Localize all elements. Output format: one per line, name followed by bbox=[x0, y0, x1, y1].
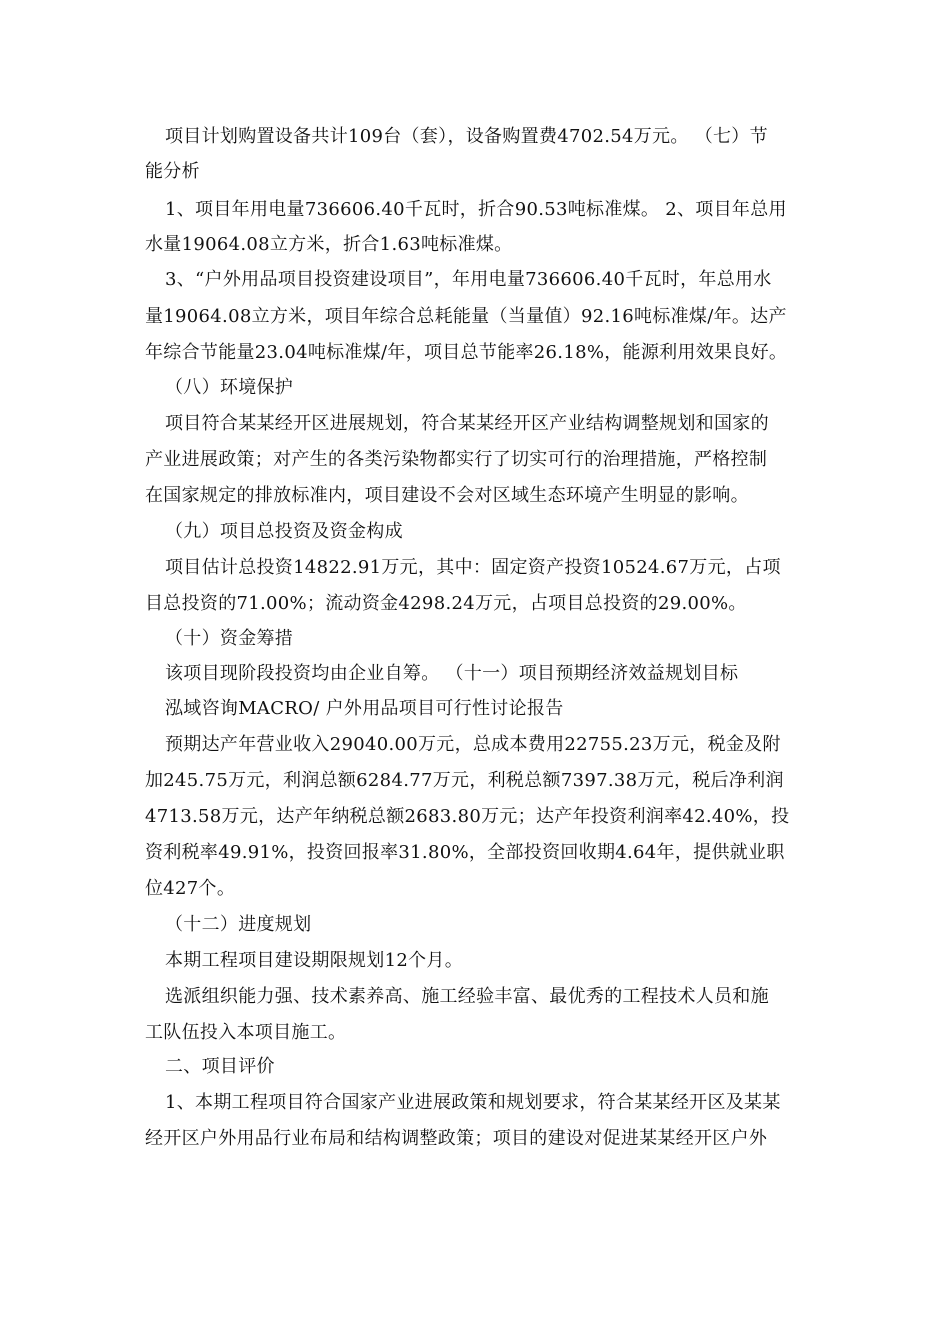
page-header-text: 泓域咨询MACRO/ 户外用品项目可行性讨论报告 bbox=[165, 698, 564, 719]
text-line: 量19064.08立方米，项目年综合总耗能量（当量值）92.16吨标准煤/年。达产 bbox=[145, 306, 787, 327]
text-line: 选派组织能力强、技术素养高、施工经验丰富、最优秀的工程技术人员和施 bbox=[165, 986, 769, 1007]
text-line: 项目符合某某经开区进展规划，符合某某经开区产业结构调整规划和国家的 bbox=[165, 413, 769, 434]
text-line: 项目计划购置设备共计109台（套），设备购置费4702.54万元。 （七）节 bbox=[165, 126, 768, 147]
text-line: 项目估计总投资14822.91万元，其中：固定资产投资10524.67万元，占项 bbox=[165, 557, 781, 578]
section-heading: （八）环境保护 bbox=[165, 377, 294, 398]
text-line: 本期工程项目建设期限规划12个月。 bbox=[165, 950, 464, 971]
text-line: 目总投资的71.00%；流动资金4298.24万元，占项目总投资的29.00%。 bbox=[145, 593, 747, 614]
text-line: 该项目现阶段投资均由企业自筹。 （十一）项目预期经济效益规划目标 bbox=[165, 663, 739, 684]
text-line: 年综合节能量23.04吨标准煤/年，项目总节能率26.18%，能源利用效果良好。 bbox=[145, 342, 788, 363]
text-line: 在国家规定的排放标准内，项目建设不会对区域生态环境产生明显的影响。 bbox=[145, 485, 749, 506]
text-line: 1、项目年用电量736606.40千瓦时，折合90.53吨标准煤。 2、项目年总用 bbox=[165, 199, 787, 220]
text-line: 产业进展政策；对产生的各类污染物都实行了切实可行的治理措施，严格控制 bbox=[145, 449, 768, 470]
section-heading: （九）项目总投资及资金构成 bbox=[165, 521, 403, 542]
text-line: 预期达产年营业收入29040.00万元，总成本费用22755.23万元，税金及附 bbox=[165, 734, 781, 755]
section-heading: （十）资金筹措 bbox=[165, 628, 294, 649]
text-line: 能分析 bbox=[145, 161, 200, 182]
section-heading: （十二）进度规划 bbox=[165, 914, 312, 935]
text-line: 工队伍投入本项目施工。 bbox=[145, 1022, 347, 1043]
text-line: 4713.58万元，达产年纳税总额2683.80万元；达产年投资利润率42.40%，投 bbox=[145, 806, 790, 827]
text-line: 3、“户外用品项目投资建设项目”，年用电量736606.40千瓦时，年总用水 bbox=[165, 269, 772, 290]
text-line: 位427个。 bbox=[145, 878, 236, 899]
text-line: 经开区户外用品行业布局和结构调整政策；项目的建设对促进某某经开区户外 bbox=[145, 1128, 768, 1149]
text-line: 1、本期工程项目符合国家产业进展政策和规划要求，符合某某经开区及某某 bbox=[165, 1092, 781, 1113]
section-heading: 二、项目评价 bbox=[165, 1056, 275, 1077]
text-line: 水量19064.08立方米，折合1.63吨标准煤。 bbox=[145, 234, 513, 255]
text-line: 资利税率49.91%，投资回报率31.80%，全部投资回收期4.64年，提供就业职 bbox=[145, 842, 785, 863]
text-line: 加245.75万元，利润总额6284.77万元，利税总额7397.38万元，税后净利润 bbox=[145, 770, 784, 791]
